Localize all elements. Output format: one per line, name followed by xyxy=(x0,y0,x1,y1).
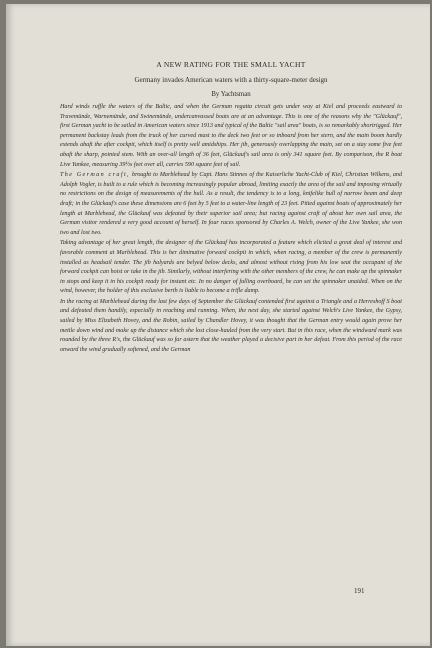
paragraph-1: Hard winds ruffle the waters of the Baltic, and when the German regatta circuit gets under way at Kiel and proceeds eastward to Travemünde, Warnemünde, and Swinemünde, undercanvassed boats are at an advantage. This is one of the reasons why the "Glückauf", first German yacht to be sailed in American waters since 1913 and typical of the Baltic "sail area" boats, is so remarkably shortrigged. Her permanent backstay leads from the truck of her curved mast to the deck two feet or so inboard from her stern, and the main boom hardly extends abaft the after cockpit, which itself is pretty well amidships. Her jib, generously overlapping the main, set on a stay some five feet abaft the sharp, pointed stem. With an over-all length of 36 feet, Glückauf's sail area is only 341 square feet. By comparison, the R boat Live Yankee, measuring 39½s feet over all, carries 590 square feet of sail. xyxy=(60,104,402,168)
article-byline: By Yachtsman xyxy=(211,91,251,98)
spaced-lead-text: The German craft, xyxy=(60,172,130,179)
paragraph-2 xyxy=(60,171,402,238)
article-body xyxy=(60,60,402,356)
page-number: 191 xyxy=(354,587,365,595)
document-page xyxy=(6,4,430,646)
article-subtitle: Germany invades American waters with a thirty-square-meter design xyxy=(134,76,328,84)
paragraph-4: In the racing at Marblehead during the last few days of September the Glückauf contended first against a Triangle and a Herreshoff S boat and defeated them handily, especially in reaching and running. When, the next day, she started against Welch's Live Yankee, the Gypsy, sailed by Miss Elizabeth Hovey, and the Robin, sailed by Chandler Hovey, it was thought that the German entry would again prove her mettle down wind and make up the distance which she lost close-hauled from the very start. But in this race, when the windward mark was rounded by the three R's, the Glückauf was so far astern that the weather played a decisive part in her defeat. From this period of the race onward the wind gradually softened, and the German xyxy=(60,298,402,353)
paragraph-2-text: brought to Marblehead by Capt. Hans Stinnes of the Kaiserliche Yacht-Club of Kiel, Christian Wilkens, and Adolph Vogler, is built to a rule which is becoming increasingly popular abroad, limiting exactly the area of the sail and imposing virtually no restrictions on the design of measurements of the hull. As a result, the tendency is to a long, knifelike hull of narrow beam and deep draft; in the Glückauf's case these dimensions are 6 feet by 5 feet to a water-line length of 23 feet. Pitted against boats of approximately her length at Marblehead, the Glückauf was defeated by their superior sail area; but racing against craft of about her own sail area, the German visitor rendered a very good account of herself. In four races sponsored by Charles A. Welch, owner of the Live Yankee, she won two and lost two. xyxy=(60,172,402,236)
article-title: A NEW RATING FOR THE SMALL YACHT xyxy=(156,60,306,69)
paragraph-3: Taking advantage of her great length, the designer of the Glückauf has incorporated a feature which elicited a great deal of interest and favorable comment at Marblehead. This is her diminutive forward cockpit in which, when racing, a member of the crew is permanently installed as headsail tender. The jib halyards are belyed below decks, and almost without rising from his low seat the occupant of the forward cockpit can hoist or take in the jib. Similarly, without interfering with the other members of the crew, he can make up the spinnaker in stops and keep it in his cockpit ready for instant etc. In no danger of falling overboard, he can set the spinnaker unaided. When on the wind, however, the holder of this exclusive berth is liable to become a trifle damp. xyxy=(60,240,402,295)
